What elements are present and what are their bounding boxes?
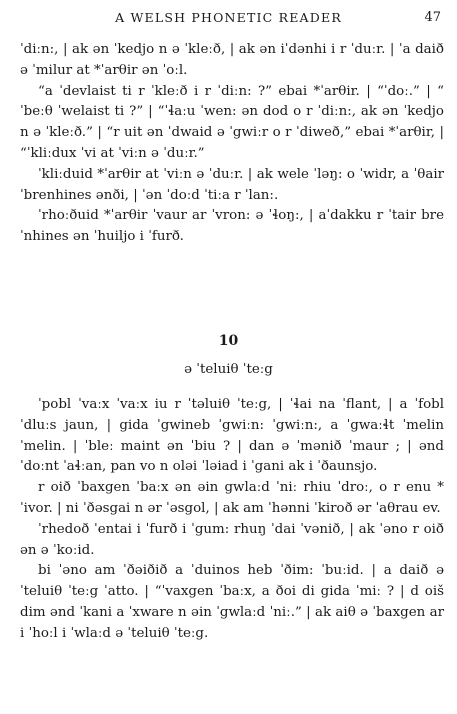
- paragraph: “a ˈdevlaist ti r ˈkleːð i r ˈdiːn: ?” ebai *ˈarθir. | “ˈdoː.” | “ ˈbeːθ ˈwelaist ti ?” | “ˈɬaːu ˈwen: ən dod o r ˈdiːn:, ak ən ˈkedjo n ə ˈkleːð.” | “r uit ən ˈdwaid ə ˈgwiːr o r ˈdiweð,” ebai *ˈarθir, | “ˈkliːdux ˈvi at ˈviːn ə ˈduːr.”: [20, 83, 444, 161]
- paragraph: ˈrhedoð ˈentai i ˈfurð i ˈgum: rhuŋ ˈdai ˈvənið, | ak ˈəno r oið ən ə ˈkoːid.: [20, 521, 444, 558]
- running-title: A WELSH PHONETIC READER: [115, 10, 342, 25]
- section-text-block: [20, 395, 444, 645]
- paragraph: ˈrhoːðuid *ˈarθir ˈvaur ar ˈvron: ə ˈɬoŋ:, | aˈdakku r ˈtair breˈnhines ən ˈhuiljo i ˈfurð.: [20, 208, 444, 245]
- paragraph: ˈkliːduid *ˈarθir at ˈviːn ə ˈduːr. | ak wele ˈləŋ: o ˈwidr, a ˈθair ˈbrenhines ənði, | ˈən ˈdoːd ˈtiːa r ˈlan:.: [20, 166, 444, 203]
- paragraph: bi ˈəno am ˈðəiðið a ˈduinos heb ˈðim: ˈbuːid. | a daið ə ˈteluiθ ˈteːg ˈatto. | “ˈvaxgen ˈbaːx, a ðoi di gida ˈmiː ? | d oiš dim ənd ˈkani a ˈxware n əin ˈgwlaːd ˈniː.” | ak aiθ ə ˈbaxgen ar i ˈhoːl i ˈwlaːd ə ˈteluiθ ˈteːg.: [20, 563, 444, 641]
- running-head: [0, 10, 457, 28]
- section-number: 10: [218, 333, 239, 349]
- paragraph: ˈdiːn:, | ak ən ˈkedjo n ə ˈkleːð, | ak ən iˈdənhi i r ˈduːr. | ˈa daið ə ˈmilur at *ˈarθir ən ˈoːl.: [20, 42, 444, 78]
- paragraph: ˈpobl ˈvaːx ˈvaːx iu r ˈtəluiθ ˈteːg, | ˈɬai na ˈflant, | a ˈfobl ˈdluːs jaun, | gida ˈgwineb ˈgwiːn: ˈgwiːn:, a ˈgwaːɬt ˈmelin ˈmelin. | ˈbleː maint ən ˈbiu ? | dan ə ˈmənið ˈmaur ; | ənd ˈdoːnt ˈaɬːan, pan vo n oləi ˈləiad i ˈgani ak i ˈðaunsjo.: [20, 397, 444, 475]
- continued-text-block: [20, 40, 444, 248]
- section-title: ə ˈteluiθ ˈteːg: [184, 362, 273, 377]
- paragraph: r oið ˈbaxgen ˈbaːx ən əin gwlaːd ˈniː rhiu ˈdroː, o r enu *ˈivor. | ni ˈðəsgai n ər ˈəsgol, | ak am ˈhənni ˈkiroð ər ˈaθrau ev.: [20, 480, 444, 516]
- page-number: 47: [424, 10, 441, 25]
